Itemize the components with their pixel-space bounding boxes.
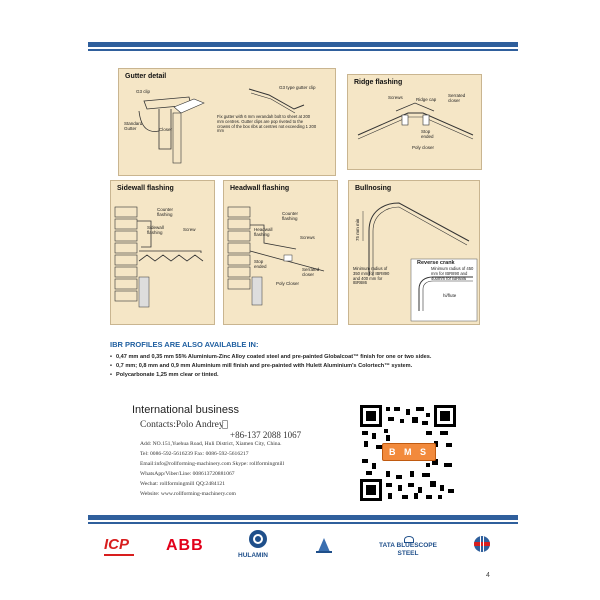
email-skype-line: Email:info@rollforming-machinery.com Skype: rollformingmill [140,461,285,467]
label-headwall-flashing: Headwall flashing [254,227,273,237]
label-closer: Closer [159,127,173,132]
gutter-detail-panel [118,68,336,176]
globalcoat-logo [316,536,332,554]
qr-badge: B M S [382,443,436,461]
panel-title: Bullnosing [355,185,392,192]
ridge-flashing-panel [347,74,482,170]
label-poly-closer: Poly Closer [276,281,300,286]
label-75mm-min: 75 mm min [355,218,360,241]
panel-title: Gutter detail [125,73,167,80]
label-reverse-crank: Reverse crank [417,260,455,266]
panel-title: Ridge flashing [354,79,403,86]
label-counter-flashing: Counter flashing [282,211,299,221]
icp-logo: ICP [104,536,134,560]
globe-logo [474,536,490,552]
phone-icon [222,420,228,429]
label-hi-flute: hi/flute [443,293,457,298]
label-serrated-closer: Serrated closer [302,267,320,277]
address-line: Add: NO.151,Yuehua Road, Huli District, Xiamen City, China. [140,441,282,447]
page-number: 4 [486,572,490,579]
icp-underline [104,554,134,556]
label-poly-closer: Poly closer [412,145,435,150]
sidewall-flashing-panel [110,180,215,325]
whatsapp-line: WhatsApp/Viber/Line: 008613720881067 [140,471,235,477]
label-stop-ended: Stop ended [421,129,434,139]
label-g3-type-gutter-clip: G3 type gutter clip [279,85,316,90]
label-counter-flashing: Counter flashing [157,207,174,217]
label-fix-gutter-note: Fix gutter with 6 mm verandah bolt to sheet at 200 mm centres. Gutter clips are pop riveted to the crowns of the box ribs at centres not exceeding 1 200 mm [217,114,317,134]
label-standard-gutter: Standard Gutter [124,121,143,131]
label-screws: Screws [300,235,315,240]
ibr-bullet-1: • 0,47 mm and 0,35 mm 55% Aluminium-Zinc Alloy coated steel and pre-painted Globalcoat™ finish for one or two sides. [116,354,431,360]
label-screw: Screw [183,227,196,232]
ibr-bullet-3: • Polycarbonate 1,25 mm clear or tinted. [116,372,219,378]
qr-code [360,405,456,501]
ibr-bullet-2: • 0,7 mm; 0,8 mm and 0,9 mm Aluminium mill finish and pre-painted with Hulett Aluminium's Colortech™ system. [116,363,412,369]
abb-logo: ABB [166,537,204,554]
label-screws: Screws [388,95,403,100]
hulamin-swirl-icon [249,530,267,548]
international-business-heading: International business [132,404,240,416]
wechat-qq-line: Wechat: rollformingmill QQ:2484121 [140,481,225,487]
bullnosing-panel [348,180,480,325]
headwall-flashing-panel [223,180,338,325]
label-sidewall-flashing: Sidewall flashing [147,225,164,235]
headwall-flashing-drawing [224,181,338,325]
label-ridge-cap: Ridge cap [416,97,437,102]
label-g3-clip: G3 clip [136,89,151,94]
contacts-name: Contacts:Polo Andrey [140,420,224,430]
label-serrated-closer: Serrated closer [448,93,466,103]
hulamin-logo: HULAMIN [238,530,278,570]
sidewall-flashing-drawing [111,181,215,325]
label-stop-ended: Stop ended [254,259,267,269]
label-minimum-radius: Minimum radius of 350 mm for IBR890 and 400 mm for IBR686 [353,266,390,286]
label-minimum-radius-2: Minimum radius of 450 mm for IBR890 and 400mm for IBR686 [431,266,474,281]
phone-number: +86-137 2088 1067 [230,430,302,440]
globalcoat-icon [316,536,332,554]
ibr-heading: IBR PROFILES ARE ALSO AVAILABLE IN: [110,340,259,349]
panel-title: Sidewall flashing [117,185,174,192]
tata-bluescope-logo: TATA BLUESCOPE STEEL [368,536,448,566]
website-line: Website: www.rollforming-machinery.com [140,491,236,497]
ridge-flashing-drawing [348,75,482,170]
tel-fax-line: Tel: 0086-592-5616239 Fax: 0086-592-5616217 [140,451,249,457]
bullnosing-drawing [349,181,480,325]
panel-title: Headwall flashing [230,185,290,192]
